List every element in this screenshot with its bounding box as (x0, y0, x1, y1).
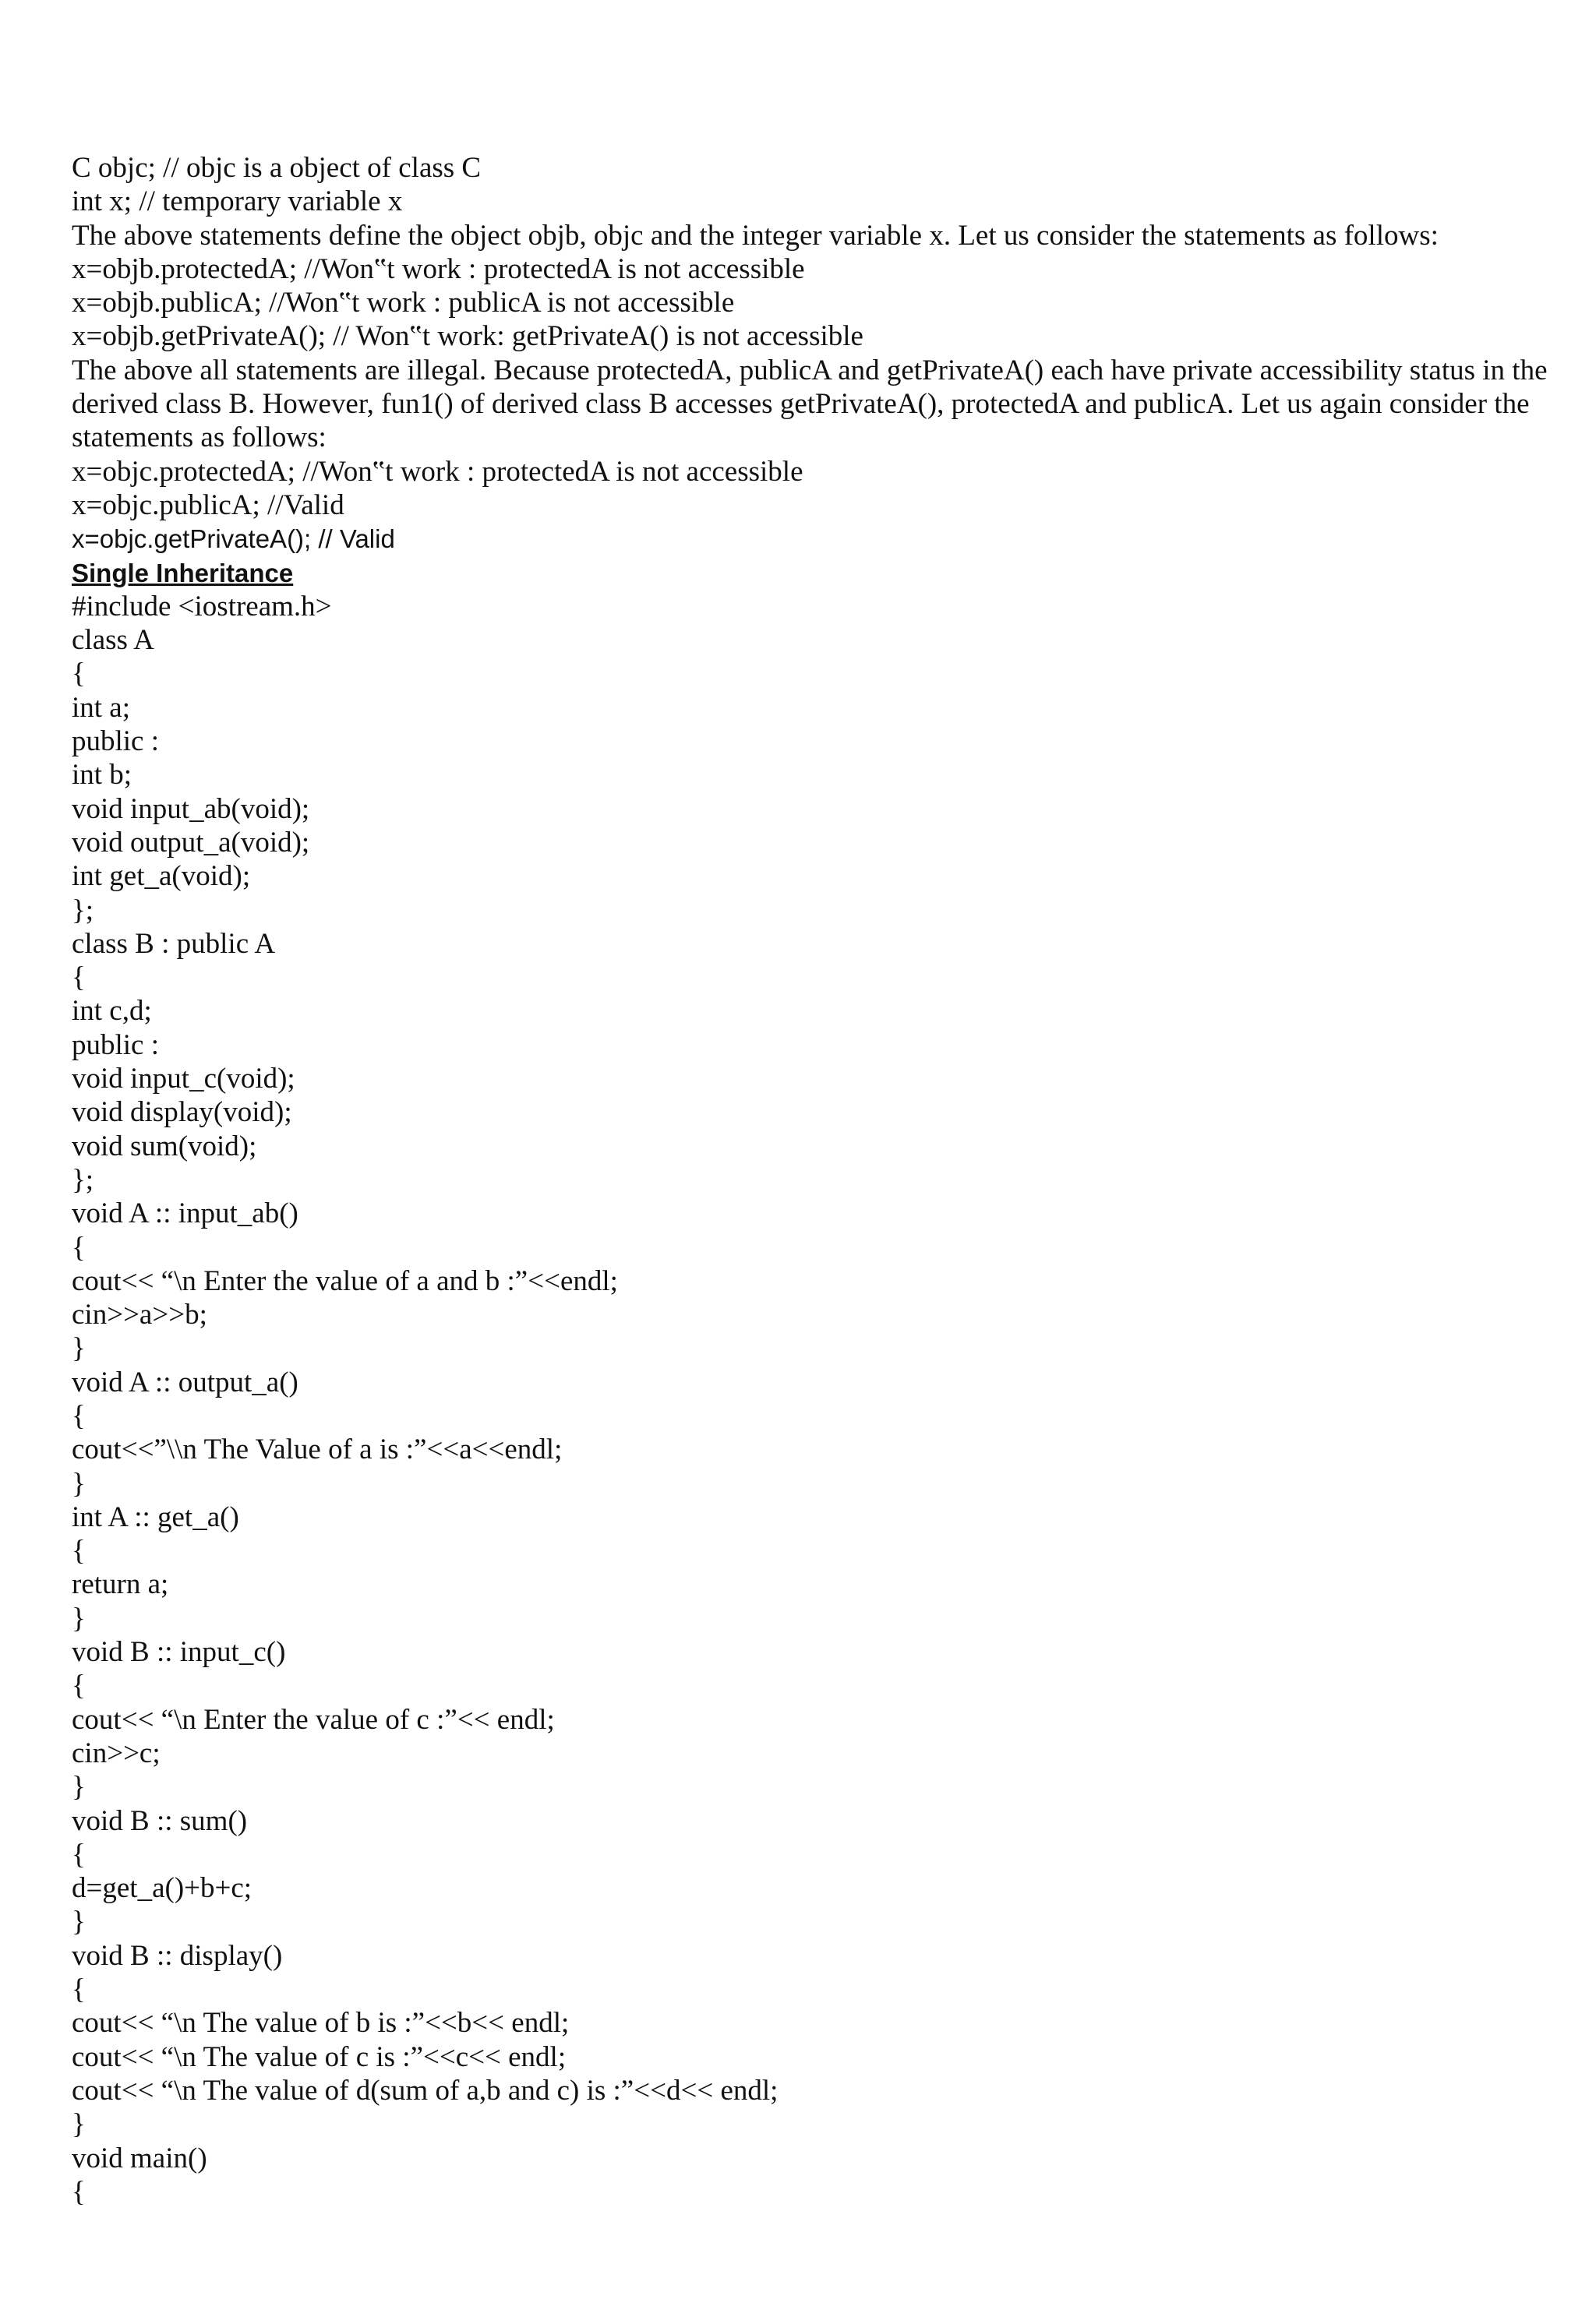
code-line: class B : public A (72, 927, 276, 960)
code-line: cout<< “\n The value of b is :”<<b<< endl; (72, 2007, 570, 2040)
text-line: The above statements define the object objb, objc and the integer variable x. Let us consider the statements as follows: (72, 219, 1439, 252)
text-line: x=objb.protectedA; //Won‟t work : protectedA is not accessible (72, 252, 805, 285)
code-line: int c,d; (72, 995, 152, 1028)
code-line: public : (72, 725, 160, 758)
code-line: { (72, 658, 86, 690)
text-line: x=objb.publicA; //Won‟t work : publicA is not accessible (72, 287, 735, 319)
code-line: cin>>a>>b; (72, 1299, 207, 1331)
code-line: void output_a(void); (72, 826, 310, 859)
text-line: C objc; // objc is a object of class C (72, 152, 482, 184)
code-line: { (72, 1535, 86, 1568)
code-line: } (72, 1771, 86, 1804)
code-line: { (72, 1973, 86, 2006)
code-line: void B :: display() (72, 1939, 283, 1972)
code-line: int b; (72, 759, 132, 792)
code-listing (72, 590, 1568, 2209)
text-line: x=objc.getPrivateA(); // Valid (72, 524, 395, 554)
section-heading: Single Inheritance (72, 558, 294, 587)
code-line: } (72, 1332, 86, 1365)
code-line: { (72, 2175, 86, 2208)
code-line: }; (72, 1163, 94, 1196)
text-line: x=objb.getPrivateA(); // Won‟t work: getPrivateA() is not accessible (72, 320, 863, 353)
code-line: void input_c(void); (72, 1063, 295, 1095)
code-line: public : (72, 1028, 160, 1061)
code-line: } (72, 1906, 86, 1938)
code-line: { (72, 1231, 86, 1264)
code-line: void A :: input_ab() (72, 1197, 298, 1230)
text-line: x=objc.protectedA; //Won‟t work : protectedA is not accessible (72, 455, 803, 488)
code-line: cout<< “\n The value of d(sum of a,b and c) is :”<<d<< endl; (72, 2074, 779, 2107)
code-line: void main() (72, 2142, 207, 2174)
code-line: { (72, 961, 86, 994)
code-line: } (72, 1602, 86, 1635)
explanation-paragraph: The above all statements are illegal. Because protectedA, publicA and getPrivateA() each have private accessibility status in the derived class B. However, fun1() of derived class B accesses getPrivateA(), protectedA and publicA. Let us again consider the statements as follows: (72, 354, 1548, 454)
code-line: { (72, 1670, 86, 1702)
code-line: void A :: output_a() (72, 1366, 298, 1398)
code-line: void B :: input_c() (72, 1636, 286, 1669)
code-line: void sum(void); (72, 1130, 257, 1162)
code-line: void B :: sum() (72, 1804, 248, 1837)
text-line: x=objc.publicA; //Valid (72, 488, 344, 521)
code-line: int A :: get_a() (72, 1501, 239, 1533)
text-line: int x; // temporary variable x (72, 185, 403, 218)
code-line: int get_a(void); (72, 860, 251, 893)
code-line: } (72, 1467, 86, 1500)
code-line: void display(void); (72, 1096, 292, 1129)
code-line: } (72, 2108, 86, 2141)
code-line: { (72, 1838, 86, 1871)
code-line: int a; (72, 691, 131, 724)
code-line: cout<< “\n Enter the value of a and b :”<<endl; (72, 1264, 618, 1297)
code-line: cout<< “\n The value of c is :”<<c<< endl; (72, 2040, 567, 2073)
code-line: }; (72, 894, 94, 926)
code-line: cout<< “\n Enter the value of c :”<< endl; (72, 1703, 555, 1736)
code-line: cout<<”\\n The Value of a is :”<<a<<endl; (72, 1434, 563, 1466)
code-line: class A (72, 624, 154, 657)
code-line: return a; (72, 1568, 169, 1601)
document-body (72, 151, 1568, 2209)
code-line: d=get_a()+b+c; (72, 1872, 252, 1905)
code-line: void input_ab(void); (72, 792, 310, 825)
code-line: { (72, 1399, 86, 1432)
code-line: cin>>c; (72, 1737, 161, 1769)
code-line: #include <iostream.h> (72, 590, 332, 622)
